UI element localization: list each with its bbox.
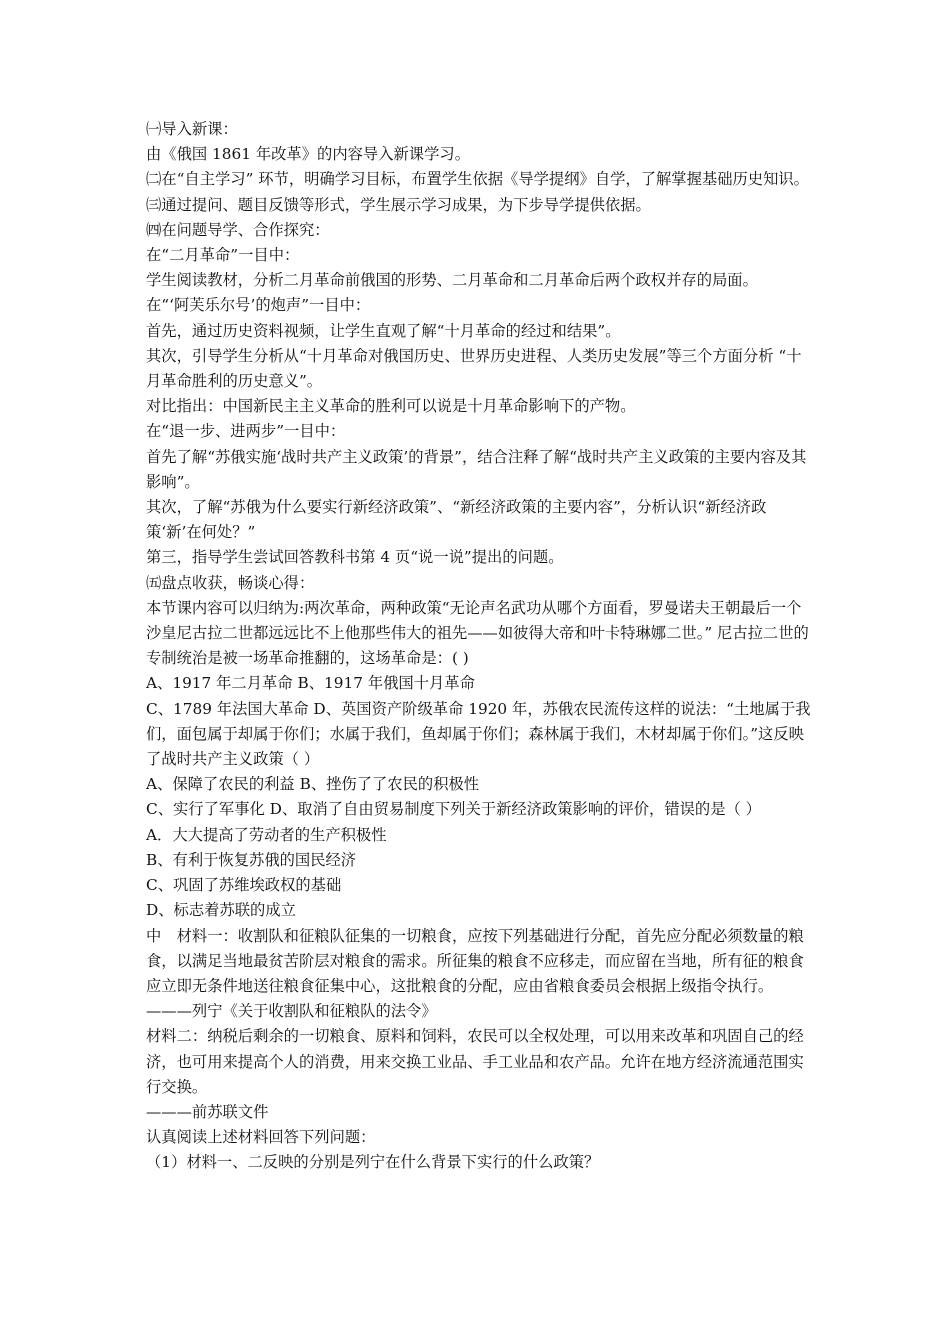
document-body xyxy=(146,117,814,1176)
question-3-option-a: A．大大提高了劳动者的生产积极性 xyxy=(146,825,387,844)
section-aurora: 在“‘阿芙乐尔号’的炮声”一目中： xyxy=(146,296,371,315)
comparison-note: 对比指出：中国新民主主义革命的胜利可以说是十月革命影响下的产物。 xyxy=(146,397,636,416)
intro-text: 由《俄国 1861 年改革》的内容导入新课学习。 xyxy=(146,145,470,164)
question-2-options-ab: A、保障了农民的利益 B、挫伤了了农民的积极性 xyxy=(146,775,480,794)
materials-question-1: （1）材料一、二反映的分别是列宁在什么背景下实行的什么政策？ xyxy=(146,1153,600,1172)
aurora-second: 其次，引导学生分析从“十月革命对俄国历史、世界历史进程、人类历史发展”等三个方面分析 “十月革命胜利的历史意义”。 xyxy=(146,346,802,391)
step-3-feedback: ㈢通过提问、题目反馈等形式，学生展示学习成果，为下步导学提供依据。 xyxy=(146,195,651,214)
question-3-option-d: D、标志着苏联的成立 xyxy=(146,901,296,920)
step-4-inquiry: ㈣在问题导学、合作探究： xyxy=(146,220,330,239)
question-1-options-ab: A、1917 年二月革命 B、1917 年俄国十月革命 xyxy=(146,674,475,693)
material-one-source: ———列宁《关于收割队和征粮队的法令》 xyxy=(146,1002,437,1021)
step-back-third: 第三，指导学生尝试回答教科书第 4 页“说一说”提出的问题。 xyxy=(146,548,564,567)
question-2-stem: C、1789 年法国大革命 D、英国资产阶级革命 1920 年，苏俄农民流传这样的说法：“土地属于我们，面包属于却属于你们；水属于我们，鱼却属于你们；森林属于我们，木材却属于你们。”这反映了战时共产主义政策（ ） xyxy=(146,699,811,769)
section-step-back: 在“退一步、进两步”一目中： xyxy=(146,422,346,441)
aurora-first: 首先，通过历史资料视频，让学生直观了解“十月革命的经过和结果”。 xyxy=(146,321,621,340)
february-revolution-text: 学生阅读教材，分析二月革命前俄国的形势、二月革命和二月革命后两个政权并存的局面。 xyxy=(146,271,758,290)
question-3-option-b: B、有利于恢复苏俄的国民经济 xyxy=(146,850,357,869)
material-one: 中 材料一：收割队和征粮队征集的一切粮食，应按下列基础进行分配，首先应分配必须数量的粮食，以满足当地最贫苦阶层对粮食的需求。所征集的粮食不应移走，而应留在当地，所有征的粮食应立即无条件地送往粮食征集中心，这批粮食的分配，应由省粮食委员会根据上级指令执行。 xyxy=(146,926,804,995)
step-5-summary: ㈤盘点收获，畅谈心得： xyxy=(146,573,315,592)
material-two: 材料二：纳税后剩余的一切粮食、原料和饲料，农民可以全权处理，可以用来改革和巩固自己的经济，也可用来提高个人的消费，用来交换工业品、手工业品和农产品。允许在地方经济流通范围实行交换。 xyxy=(146,1027,804,1096)
question-3-option-c: C、巩固了苏维埃政权的基础 xyxy=(146,876,342,895)
step-2-self-study: ㈡在“自主学习” 环节，明确学习目标，布置学生依据《导学提纲》自学，了解掌握基础历史知识。 xyxy=(146,170,809,189)
step-back-first: 首先了解“苏俄实施‘战时共产主义政策’的背景”，结合注释了解“战时共产主义政策的主要内容及其影响”。 xyxy=(146,447,807,491)
intro-step-1: ㈠导入新课： xyxy=(146,120,238,138)
material-two-source: ———前苏联文件 xyxy=(146,1102,269,1121)
summary-question-1: 本节课内容可以归纳为:两次革命，两种政策“无论声名武功从哪个方面看，罗曼诺夫王朝最后一个沙皇尼古拉二世都远远比不上他那些伟大的祖先——如彼得大帝和叶卡特琳娜二世。” 尼古拉二世的专制统治是被一场革命推翻的，这场革命是：( ) xyxy=(146,598,809,668)
section-february-revolution: 在“二月革命”一目中： xyxy=(146,246,300,265)
materials-instruction: 认真阅读上述材料回答下列问题： xyxy=(146,1128,376,1147)
question-3-stem: C、实行了军事化 D、取消了自由贸易制度下列关于新经济政策影响的评价，错误的是（ ） xyxy=(146,800,761,819)
step-back-second: 其次，了解“苏俄为什么要实行新经济政策”、“新经济政策的主要内容”，分析认识“新经济政策‘新’在何处？” xyxy=(146,498,767,542)
